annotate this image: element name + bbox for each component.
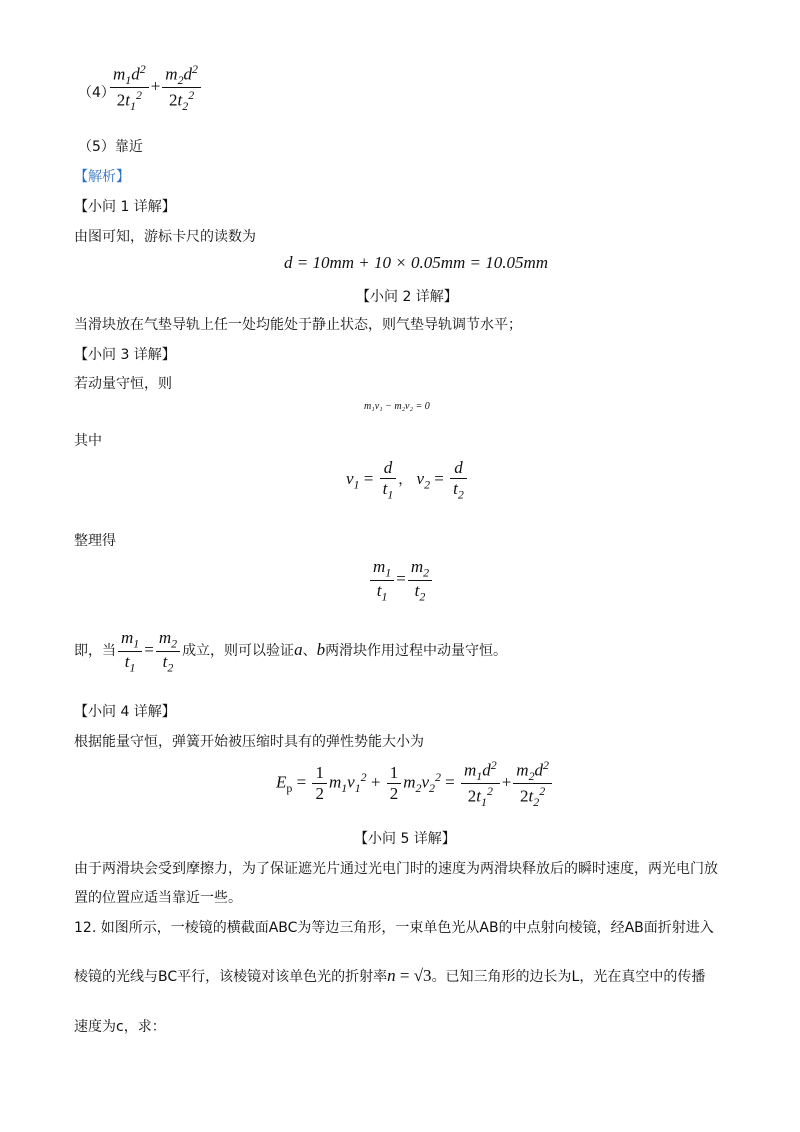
q3-equation: m₁v₁ − m₂v₂ = 0 <box>364 401 430 412</box>
q5-text-line1: 由于两滑块会受到摩擦力，为了保证遮光片通过光电门时的速度为两滑块释放后的瞬时速度，两光电门放 <box>74 861 718 877</box>
problem-12-line2b: 。已知三角形的边长为L，光在真空中的传播 <box>431 969 706 985</box>
q4-text: 根据能量守恒，弹簧开始被压缩时具有的弹性势能大小为 <box>74 734 424 750</box>
q3-header: 【小问 3 详解】 <box>74 347 176 363</box>
problem-12-line3: 速度为c，求： <box>74 1019 166 1035</box>
q2-header: 【小问 2 详解】 <box>356 289 458 305</box>
problem-12-line2 <box>74 966 705 986</box>
analysis-header: 【解析】 <box>74 169 130 185</box>
q3-conclusion <box>74 628 507 674</box>
q3-conclusion-b: 成立，则可以验证 <box>182 643 295 660</box>
item-4-formula: $\frac{m_1d^2}{2t_1^2}$ + $\frac{m_2d^2}{2t_2^2}$ <box>108 62 203 114</box>
q3-simplify: 整理得 <box>74 533 116 549</box>
q4-energy-formula: $E_p$ = $\frac{1}{2}$ $m_1v_1^2$ + $\frac{1}{2}$ $m_2v_2^2$ = $\frac{m_1d^2}{2t_1^2}$ + $\frac{m_2d^2}{2t_2^2}$ <box>276 758 554 810</box>
q5-text-line2: 置的位置应适当靠近一些。 <box>74 890 242 906</box>
item-5-answer: （5）靠近 <box>78 139 143 155</box>
q1-text: 由图可知，游标卡尺的读数为 <box>74 229 256 245</box>
item-4-label: （4） <box>78 85 115 101</box>
q5-header: 【小问 5 详解】 <box>354 831 456 847</box>
q3-var-a: a <box>294 640 303 660</box>
q3-separator: ， <box>398 471 413 488</box>
q3-var-sep: 、 <box>302 643 317 660</box>
q3-conclusion-a: 即，当 <box>74 643 116 660</box>
q3-text: 若动量守恒，则 <box>74 376 172 392</box>
q4-header: 【小问 4 详解】 <box>74 704 176 720</box>
q3-velocity-formulas: $v_1$ = $\frac{d}{t_1}$ ， $v_2$ = $\frac{d}{t_2}$ <box>346 458 469 502</box>
problem-12-line1: 12. 如图所示，一棱镜的横截面ABC为等边三角形，一束单色光从AB的中点射向棱镜，经AB面折射进入 <box>74 920 714 936</box>
q3-var-b: b <box>316 640 326 660</box>
q3-where: 其中 <box>74 433 102 449</box>
q3-conclusion-c: 两滑块作用过程中动量守恒。 <box>325 643 508 660</box>
problem-12-line2a: 棱镜的光线与BC平行，该棱镜对该单色光的折射率 <box>74 969 388 985</box>
refractive-index-formula: n = √3 <box>387 966 432 985</box>
q1-header: 【小问 1 详解】 <box>74 199 176 215</box>
q3-inline-ratio: $\frac{m_1}{t_1}$ = $\frac{m_2}{t_2}$ <box>116 640 182 659</box>
q3-ratio-formula: $\frac{m_1}{t_1}$ = $\frac{m_2}{t_2}$ <box>368 557 434 603</box>
q1-equation: d = 10mm + 10 × 0.05mm = 10.05mm <box>284 253 549 272</box>
q2-text: 当滑块放在气垫导轨上任一处均能处于静止状态，则气垫导轨调节水平； <box>74 317 522 333</box>
